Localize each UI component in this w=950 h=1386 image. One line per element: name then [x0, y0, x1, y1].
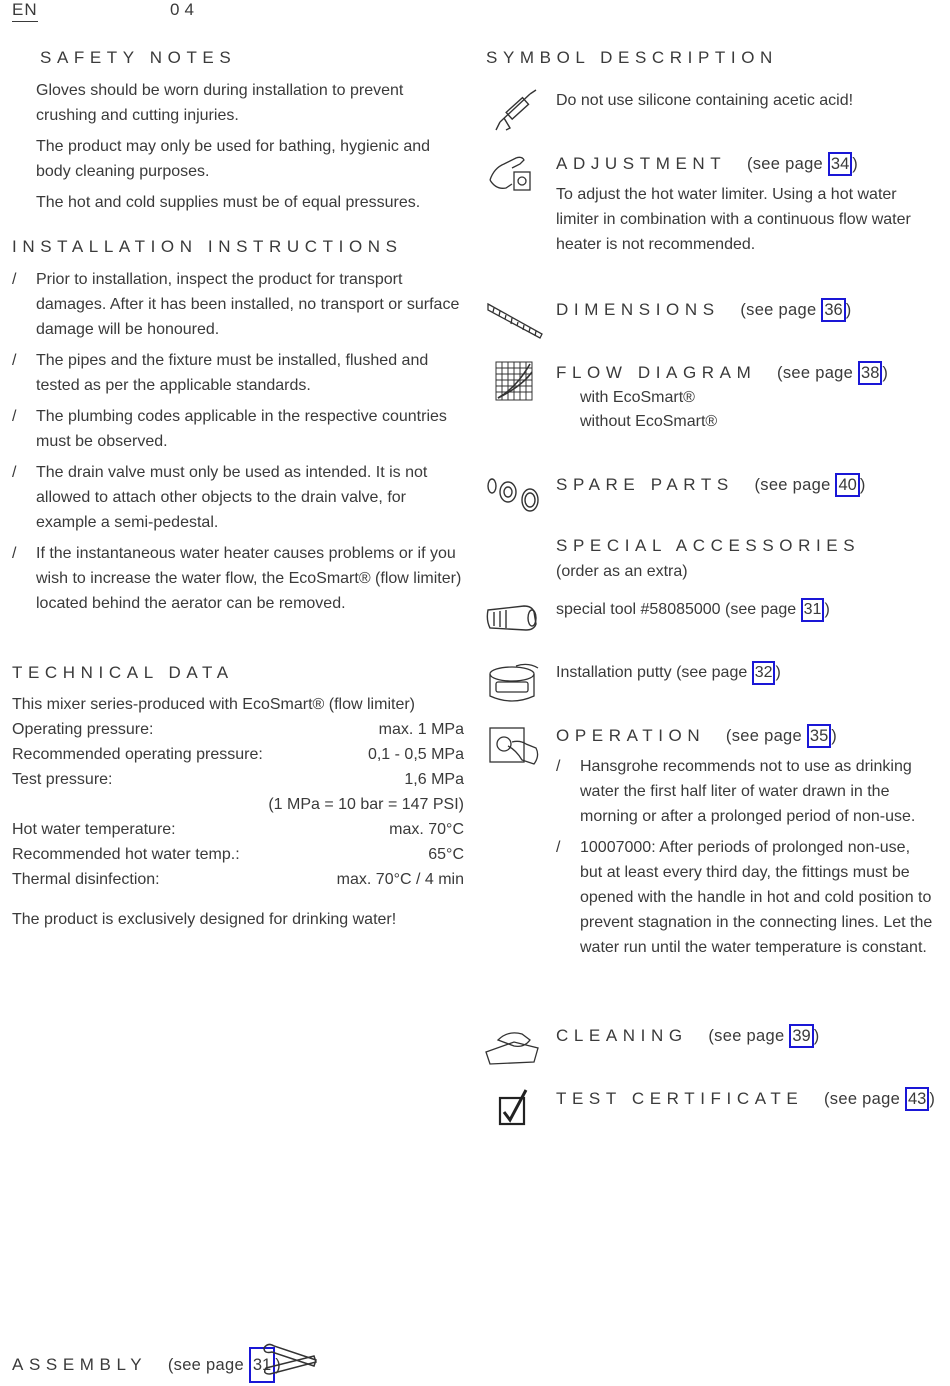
- list-item: / The drain valve must only be used as intended. It is not allowed to attach other objects to the drain valve, for example a semi-pedestal.: [12, 464, 428, 531]
- list-item: / Prior to installation, inspect the product for transport damages. After it has been installed, no transport or surface damage will be honoured.: [12, 271, 460, 338]
- see-page-label: (see page 31 ): [168, 1356, 281, 1374]
- test-certificate-heading: TEST CERTIFICATE (see page 43 ): [556, 1087, 935, 1111]
- special-tool-line: special tool #58085000 (see page 31 ): [556, 597, 830, 622]
- flow-with-ecosmart: with EcoSmart®: [580, 389, 695, 406]
- special-accessories-heading: SPECIAL ACCESSORIES: [556, 536, 861, 555]
- operation-heading: OPERATION (see page 35 ): [556, 724, 837, 748]
- installation-heading: INSTALLATION INSTRUCTIONS: [12, 237, 403, 256]
- technical-data-heading: TECHNICAL DATA: [12, 663, 234, 682]
- putty-tin-icon: [486, 660, 544, 708]
- flow-diagram-heading: FLOW DIAGRAM (see page 38 ): [556, 361, 888, 385]
- list-item: / The pipes and the fixture must be installed, flushed and tested as per the applicable standards.: [12, 352, 429, 394]
- language-code: EN: [12, 0, 38, 22]
- see-page-label: (see page 40 ): [754, 476, 865, 494]
- ruler-icon: [486, 296, 544, 344]
- hand-adjust-icon: [486, 150, 544, 198]
- see-page-label: (see page 43 ): [824, 1090, 935, 1108]
- page-link[interactable]: 31: [249, 1347, 275, 1383]
- page-link[interactable]: 38: [858, 361, 882, 385]
- table-row: Recommended operating pressure: 0,1 - 0,5 MPa: [12, 746, 464, 763]
- see-page-label: (see page 38 ): [777, 364, 888, 382]
- page-link[interactable]: 31: [801, 598, 825, 622]
- symbol-description-heading: SYMBOL DESCRIPTION: [486, 48, 778, 67]
- see-page-label: (see page 36 ): [740, 301, 851, 319]
- list-item: / The plumbing codes applicable in the respective countries must be observed.: [12, 408, 447, 450]
- spare-parts-icon: [484, 470, 542, 518]
- assembly-heading: ASSEMBLY (see page 31 ): [12, 1347, 281, 1383]
- safety-notes-heading: SAFETY NOTES: [40, 48, 237, 67]
- safety-notes-body: [36, 78, 456, 215]
- see-page-label: (see page 35 ): [726, 727, 837, 745]
- table-row: Hot water temperature: max. 70°C: [12, 821, 464, 838]
- page-link[interactable]: 32: [752, 661, 776, 685]
- dimensions-heading: DIMENSIONS (see page 36 ): [556, 298, 851, 322]
- list-item: / If the instantaneous water heater causes problems or if you wish to increase the water flow, the EcoSmart® (flow limiter) located behind the aerator can be removed.: [12, 545, 462, 612]
- cleaning-heading: CLEANING (see page 39 ): [556, 1024, 820, 1048]
- table-row: Thermal disinfection: max. 70°C / 4 min: [12, 871, 464, 888]
- flow-without-ecosmart: without EcoSmart®: [580, 413, 718, 430]
- spare-parts-heading: SPARE PARTS (see page 40 ): [556, 473, 866, 497]
- putty-line: Installation putty (see page 32 ): [556, 660, 781, 685]
- technical-data-table: [12, 692, 464, 932]
- silicone-gun-icon: [486, 86, 544, 134]
- list-item: / Hansgrohe recommends not to use as drinking water the first half liter of water drawn in the morning or after a prolonged period of non-use.: [556, 758, 916, 825]
- adjustment-heading: ADJUSTMENT (see page 34 ): [556, 152, 858, 176]
- safety-note: Gloves should be worn during installation to prevent crushing and cutting injuries.: [36, 82, 404, 124]
- silicone-note: Do not use silicone containing acetic acid!: [556, 92, 854, 109]
- technical-intro: This mixer series-produced with EcoSmart® (flow limiter): [12, 696, 415, 713]
- flow-graph-icon: [486, 358, 544, 406]
- table-row: Recommended hot water temp.: 65°C: [12, 846, 464, 863]
- hand-operation-icon: [486, 722, 544, 770]
- cleaning-hand-icon: [484, 1022, 542, 1070]
- see-page-label: (see page 34 ): [747, 155, 858, 173]
- page-link[interactable]: 35: [807, 724, 831, 748]
- see-page-label: (see page 39 ): [708, 1027, 819, 1045]
- list-item: / 10007000: After periods of prolonged non-use, but at least every third day, the fittings must be opened with the handle in hot and cold position to prevent stagnation in the connecting lines. Let the water run until the water temperature is constant.: [556, 839, 933, 956]
- checkbox-icon: [486, 1086, 544, 1134]
- drinking-water-note: The product is exclusively designed for drinking water!: [12, 911, 397, 928]
- table-row: Operating pressure: max. 1 MPa: [12, 721, 464, 738]
- adjustment-description: To adjust the hot water limiter. Using a hot water limiter in combination with a continuous flow water heater is not recommended.: [556, 186, 911, 253]
- page-link[interactable]: 39: [789, 1024, 813, 1048]
- safety-note: The product may only be used for bathing, hygienic and body cleaning purposes.: [36, 138, 431, 180]
- special-accessories-subtitle: (order as an extra): [556, 563, 688, 580]
- page-link[interactable]: 36: [821, 298, 845, 322]
- page-link[interactable]: 34: [828, 152, 852, 176]
- installation-list: [12, 267, 464, 622]
- page-link[interactable]: 43: [905, 1087, 929, 1111]
- table-row: Test pressure: 1,6 MPa: [12, 771, 464, 788]
- wrench-icon: [260, 1338, 320, 1378]
- page-number: 04: [170, 0, 199, 19]
- special-tool-icon: [484, 594, 542, 642]
- table-row: (1 MPa = 10 bar = 147 PSI): [268, 796, 464, 813]
- safety-note: The hot and cold supplies must be of equal pressures.: [36, 194, 421, 211]
- page-link[interactable]: 40: [835, 473, 859, 497]
- operation-list: [556, 754, 936, 966]
